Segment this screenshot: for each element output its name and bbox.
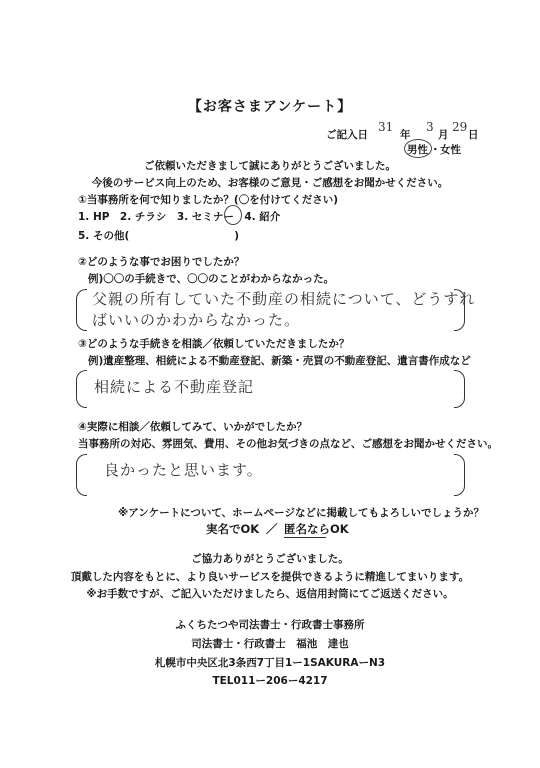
date-day-value: 29	[452, 120, 468, 134]
q4-answer-bracket-left	[76, 454, 87, 496]
q3-answer-bracket-right	[454, 370, 465, 408]
office-name: ふくちたつや司法書士・行政書士事務所	[175, 619, 365, 631]
q2-answer-line-2: ばいいのかわからなかった。	[92, 311, 301, 329]
publish-option-anonymous[interactable]: 匿名ならOK	[284, 522, 349, 536]
date-year-value: 31	[378, 120, 394, 134]
q3-question: ③どのような手続きを相談／依頼していただきましたか？	[78, 338, 350, 350]
intro-line-1: ご依頼いただきまして誠にありがとうございました。	[144, 160, 396, 172]
closing-line-2: 頂戴した内容をもとに、より良いサービスを提供できるように精進してまいります。	[70, 571, 470, 583]
publish-anonymous-underline-mark	[284, 537, 326, 538]
q4-prompt: 当事務所の対応、雰囲気、費用、その他お気づきの点など、ご感想をお聞かせください。	[78, 438, 498, 450]
publish-question: ※アンケートについて、ホームページなどに掲載してもよろしいでしょうか？	[118, 507, 484, 519]
intro-line-2: 今後のサービス向上のため、お客様のご意見・ご感想をお聞かせください。	[91, 177, 449, 189]
q3-answer: 相続による不動産登記	[94, 378, 255, 396]
q4-answer: 良かったと思います。	[104, 461, 263, 479]
q1-options-line-2: 5. その他( )	[78, 230, 240, 242]
closing-line-1: ご協力ありがとうございました。	[191, 553, 349, 565]
date-month-value: 3	[426, 120, 434, 134]
date-month-unit: 月	[438, 129, 449, 141]
q1-selected-circle-mark	[224, 205, 242, 225]
office-person: 司法書士・行政書士 福池 達也	[191, 638, 349, 650]
q3-answer-bracket-left	[76, 370, 87, 408]
q4-answer-bracket-right	[454, 454, 465, 496]
q2-answer-bracket-left	[76, 289, 87, 331]
date-year-unit: 年	[400, 129, 411, 141]
office-address: 札幌市中央区北3条西7丁目1ー1SAKURAーN3	[154, 657, 386, 669]
q2-example: 例)〇〇の手続きで、〇〇のことがわからなかった。	[88, 273, 335, 285]
gender-male[interactable]: 男性	[407, 144, 428, 156]
gender-female[interactable]: 女性	[440, 144, 461, 156]
date-day-unit: 日	[468, 129, 479, 141]
publish-option-real-name[interactable]: 実名でOK	[206, 522, 260, 536]
survey-title: 【お客さまアンケート】	[187, 99, 353, 115]
q3-example: 例)遺産整理、相続による不動産登記、新築・売買の不動産登記、遺言書作成など	[88, 355, 471, 367]
closing-line-3: ※お手数ですが、ご記入いただけましたら、返信用封筒にてご返送ください。	[86, 588, 454, 600]
q2-question: ②どのような事でお困りでしたか？	[78, 256, 245, 268]
q1-question: ①当事務所を何で知りましたか？(〇を付けてください)	[78, 194, 338, 206]
gender-separator: ・	[430, 144, 441, 156]
q2-answer-line-1: 父親の所有していた不動産の相続について、どうすれ	[92, 290, 476, 308]
office-tel: TEL011ー206ー4217	[212, 675, 328, 687]
publish-separator: ／	[266, 522, 278, 536]
q1-options-line-1: 1. HP 2. チラシ 3. セミナー 4. 紹介	[78, 211, 281, 223]
q4-question: ④実際に相談／依頼してみて、いかがでしたか？	[78, 421, 308, 433]
date-label: ご記入日	[326, 129, 368, 141]
